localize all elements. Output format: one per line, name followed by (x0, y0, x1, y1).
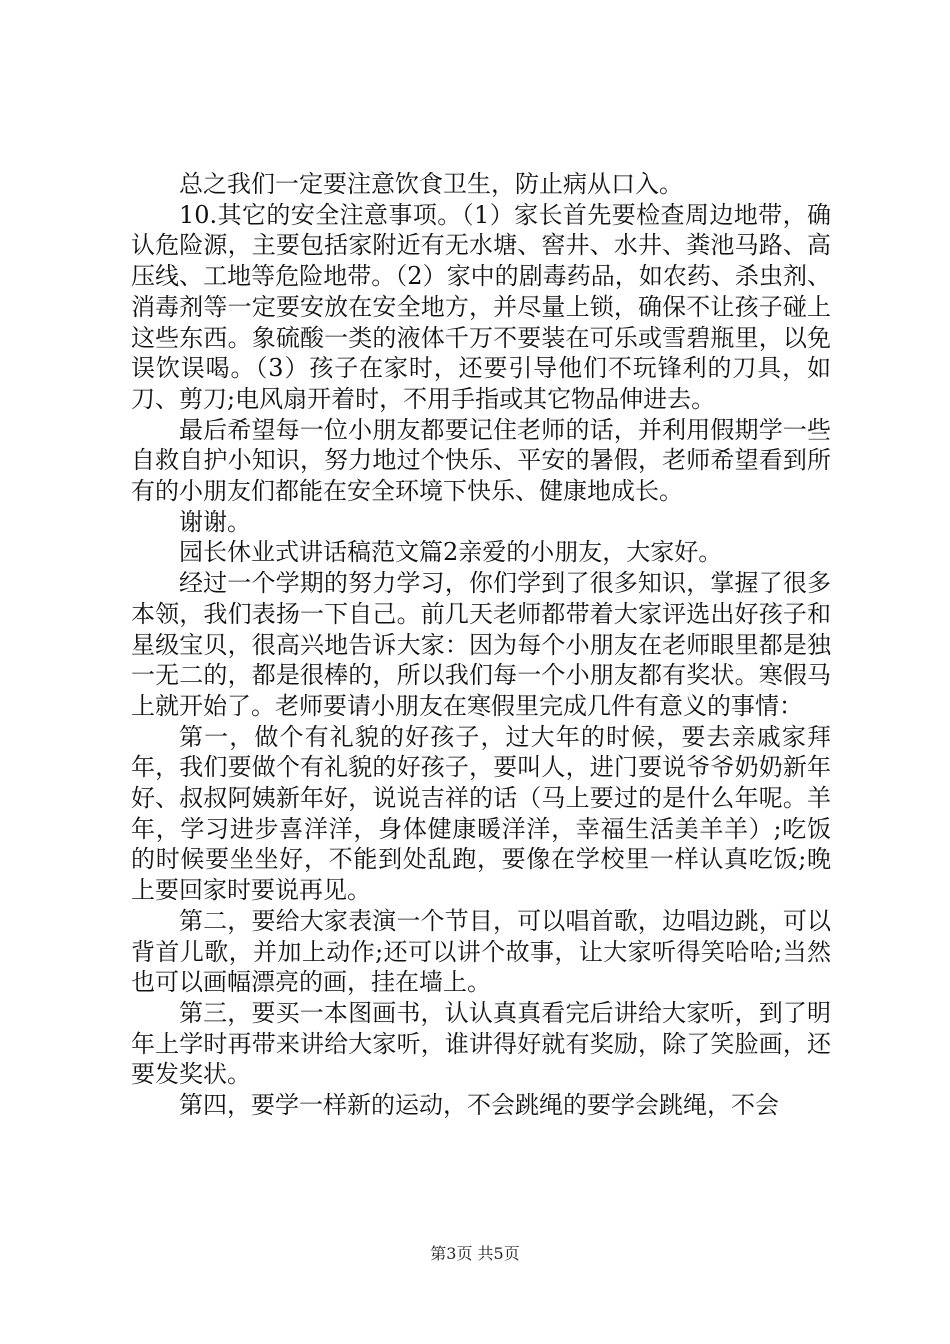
document-body (131, 169, 831, 1121)
paragraph-other-safety-notes: 10.其它的安全注意事项。（1）家长首先要检查周边地带，确认危险源，主要包括家附近有无水塘、窖井、水井、粪池马路、高压线、工地等危险地带。（2）家中的剧毒药品，如农药、杀虫剂、消毒剂等一定要安放在安全地方，并尽量上锁，确保不让孩子碰上这些东西。象硫酸一类的液体千万不要装在可乐或雪碧瓶里，以免误饮误喝。（3）孩子在家时，还要引导他们不玩锋利的刀具，如刀、剪刀;电风扇开着时，不用手指或其它物品伸进去。 (131, 200, 831, 413)
paragraph-food-hygiene-summary: 总之我们一定要注意饮食卫生，防止病从口入。 (179, 170, 683, 198)
paragraph-speech-2-heading: 园长休业式讲话稿范文篇2亲爱的小朋友，大家好。 (179, 538, 723, 567)
paragraph-item-second: 第二，要给大家表演一个节目，可以唱首歌，边唱边跳，可以背首儿歌，并加上动作;还可以讲个故事，让大家听得笑哈哈;当然也可以画幅漂亮的画，挂在墙上。 (131, 906, 831, 997)
paragraph-item-fourth: 第四，要学一样新的运动，不会跳绳的要学会跳绳，不会 (179, 1091, 779, 1120)
paragraph-semester-review: 经过一个学期的努力学习，你们学到了很多知识，掌握了很多本领，我们表扬一下自己。前几天老师都带着大家评选出好孩子和星级宝贝，很高兴地告诉大家：因为每个小朋友在老师眼里都是独一无二的，都是很棒的，所以我们每一个小朋友都有奖状。寒假马上就开始了。老师要请小朋友在寒假里完成几件有意义的事情： (131, 569, 831, 720)
page-number-footer: 第3页 共5页 (430, 1244, 520, 1263)
paragraph-item-first: 第一，做个有礼貌的好孩子，过大年的时候，要去亲戚家拜年，我们要做个有礼貌的好孩子，要叫人，进门要说爷爷奶奶新年好、叔叔阿姨新年好，说说吉祥的话（马上要过的是什么年呢。羊年，学习进步喜洋洋，身体健康暖洋洋，幸福生活美羊羊）;吃饭的时候要坐坐好，不能到处乱跑，要像在学校里一样认真吃饭;晚上要回家时要说再见。 (131, 722, 831, 905)
paragraph-closing-wish: 最后希望每一位小朋友都要记住老师的话，并利用假期学一些自救自护小知识，努力地过个快乐、平安的暑假，老师希望看到所有的小朋友们都能在安全环境下快乐、健康地成长。 (131, 415, 831, 506)
paragraph-thanks: 谢谢。 (179, 507, 251, 536)
paragraph-item-third: 第三，要买一本图画书，认认真真看完后讲给大家听，到了明年上学时再带来讲给大家听，谁讲得好就有奖励，除了笑脸画，还要发奖状。 (131, 998, 831, 1089)
